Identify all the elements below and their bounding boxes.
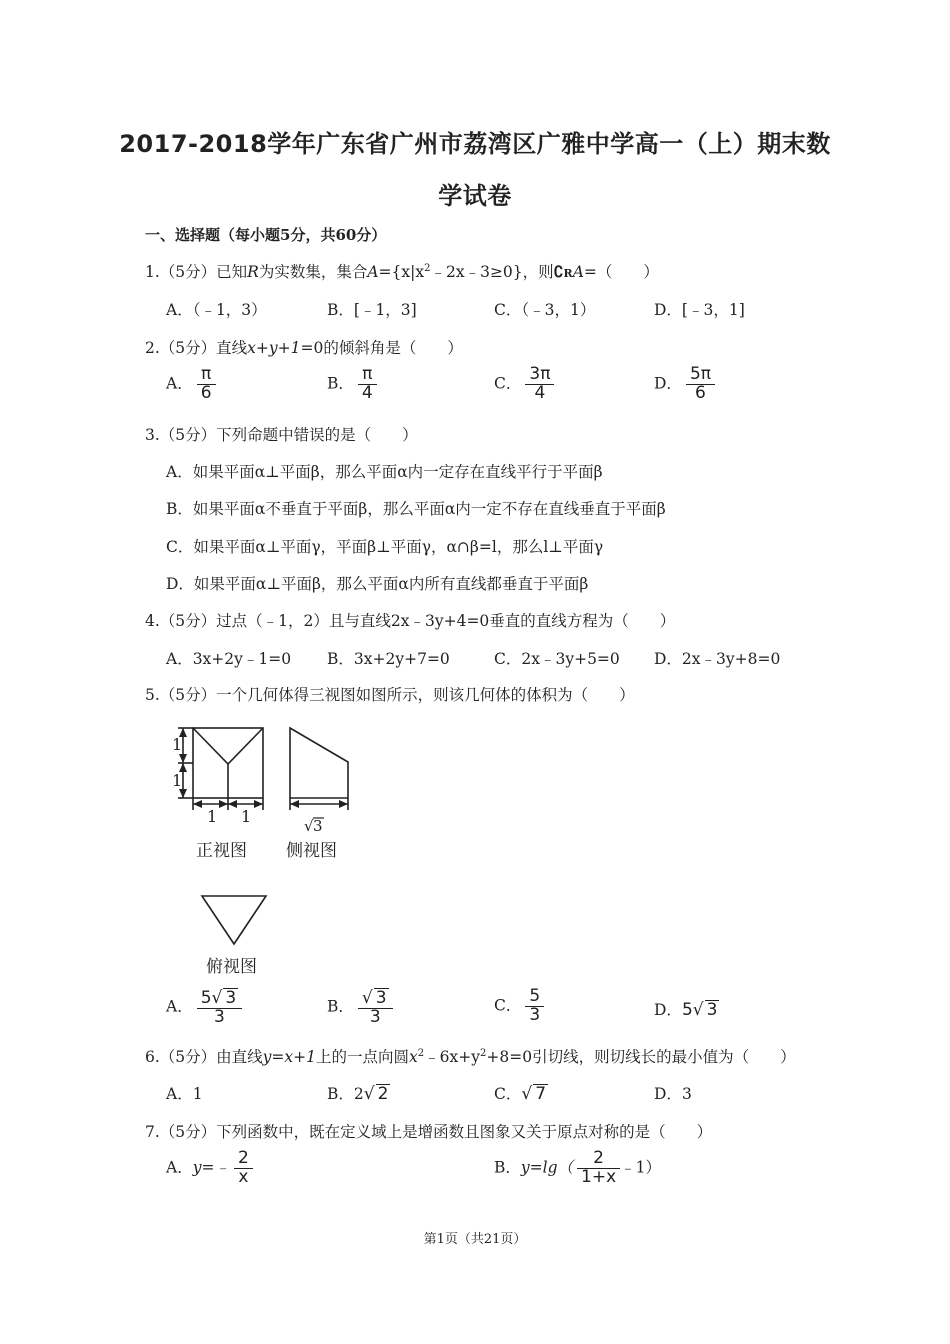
question-6-stem: 6.（5分）由直线y=x+1上的一点向圆$x^2﹣6x+y^2+8=0$引切线，则切线长的最小值为（ ） — [145, 1047, 796, 1066]
q7-option-b[interactable]: B．y=lg（ $\frac{2}{1+x}$ ﹣1） — [494, 1148, 662, 1187]
title-line-1: 2017-2018学年广东省广州市荔湾区广雅中学高一（上）期末数 — [119, 130, 831, 158]
q2-option-a[interactable]: A． $\frac{\pi}{6}$ — [166, 366, 216, 403]
side-view-caption: 侧视图 — [286, 841, 337, 861]
question-4-stem: 4.（5分）过点（﹣1，2）且与直线2x﹣3y+4=0垂直的直线方程为（ ） — [145, 612, 676, 630]
q3-option-c[interactable]: C．如果平面α⊥平面γ，平面β⊥平面γ，α∩β=l，那么l⊥平面γ — [166, 538, 604, 556]
title-line-2: 学试卷 — [438, 182, 512, 210]
question-3-stem: 3.（5分）下列命题中错误的是（ ） — [145, 426, 418, 444]
q5-option-c[interactable]: C． $\frac{5}{3}$ — [494, 988, 544, 1025]
q2-option-c[interactable]: C． $\frac{3\pi}{4}$ — [494, 366, 554, 403]
q3-option-b[interactable]: B．如果平面α不垂直于平面β，那么平面α内一定不存在直线垂直于平面β — [166, 500, 666, 518]
q4-option-b[interactable]: B．3x+2y+7=0 — [327, 650, 450, 668]
question-2-stem: 2.（5分）直线x+y+1=0的倾斜角是（ ） — [145, 339, 463, 357]
q4-option-c[interactable]: C．2x﹣3y+5=0 — [494, 650, 620, 668]
q1-option-b[interactable]: B．[﹣1，3] — [327, 301, 417, 319]
q5-option-b[interactable]: B． $\frac{√ 3}{3}$ — [327, 988, 393, 1027]
question-5-stem: 5.（5分）一个几何体得三视图如图所示，则该几何体的体积为（ ） — [145, 686, 635, 704]
question-7-stem: 7.（5分）下列函数中，既在定义域上是增函数且图象又关于原点对称的是（ ） — [145, 1123, 713, 1141]
front-view-caption: 正视图 — [196, 841, 247, 861]
dim-label-right: 1 — [241, 807, 252, 826]
q3-option-a[interactable]: A．如果平面α⊥平面β，那么平面α内一定存在直线平行于平面β — [166, 463, 603, 481]
q2-option-d[interactable]: D． $\frac{5\pi}{6}$ — [654, 366, 715, 403]
q5-option-a[interactable]: A． $\frac{5√ 3}{3}$ — [166, 988, 242, 1027]
sqrt-sign: √ — [304, 817, 314, 835]
q3-option-d[interactable]: D．如果平面α⊥平面β，那么平面α内所有直线都垂直于平面β — [166, 575, 589, 593]
q6-option-c[interactable]: C．√ 7 — [494, 1084, 547, 1104]
q1-option-d[interactable]: D．[﹣3，1] — [654, 301, 745, 319]
question-1-stem: 1.（5分）已知R为实数集，集合$A=\{x|x^2﹣2x﹣3\ge 0\}$，则∁RA=（ ） — [145, 262, 659, 281]
dim-label-lower: 1 — [172, 771, 183, 790]
q6-option-b[interactable]: B．2√ 2 — [327, 1084, 389, 1104]
q5-option-d[interactable]: D．5√ 3 — [654, 1000, 718, 1020]
q6-option-a[interactable]: A．1 — [166, 1085, 203, 1103]
three-view-figure — [160, 718, 370, 988]
q1-option-a[interactable]: A．（﹣1，3） — [166, 301, 267, 319]
top-view-caption: 俯视图 — [206, 957, 257, 977]
section-heading: 一、选择题（每小题5分，共60分） — [145, 226, 387, 244]
q7-option-a[interactable]: A．y=﹣ $\frac{2}{x}$ — [166, 1150, 253, 1187]
q4-option-a[interactable]: A．3x+2y﹣1=0 — [166, 650, 292, 668]
top-view-outline — [202, 896, 266, 944]
q4-option-d[interactable]: D．2x﹣3y+8=0 — [654, 650, 781, 668]
dim-label-sqrt3: 3 — [313, 817, 323, 835]
dim-label-upper: 1 — [172, 735, 183, 754]
side-view-outline — [290, 728, 348, 798]
q1-option-c[interactable]: C．（﹣3，1） — [494, 301, 596, 319]
q2-option-b[interactable]: B． $\frac{\pi}{4}$ — [327, 366, 377, 403]
q6-option-d[interactable]: D．3 — [654, 1085, 692, 1103]
front-view-v-lines — [193, 728, 263, 764]
page-footer: 第1页（共21页） — [423, 1232, 527, 1247]
dim-label-left: 1 — [207, 807, 218, 826]
